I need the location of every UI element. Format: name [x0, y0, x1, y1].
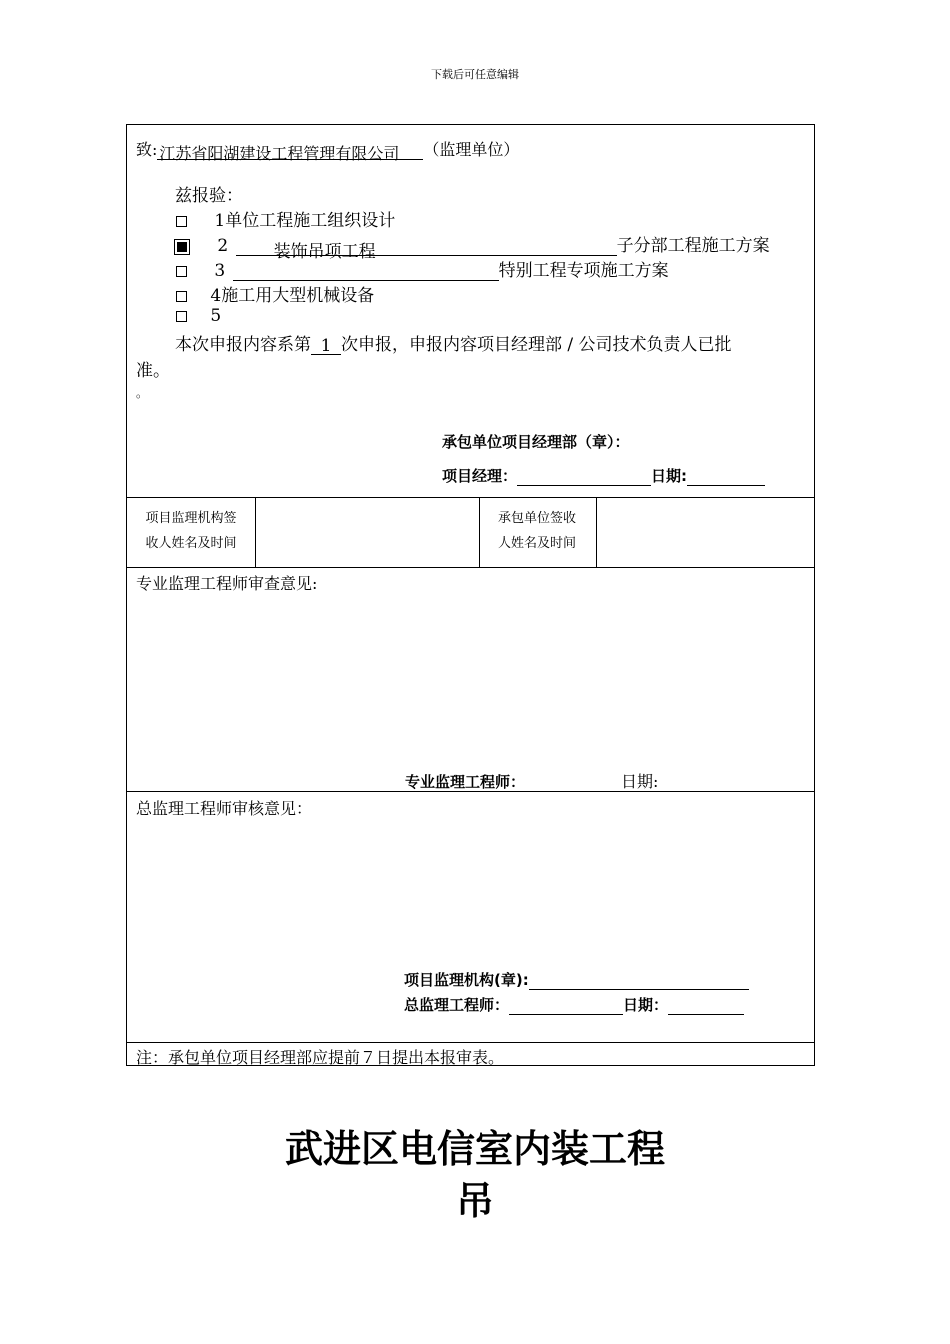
item-2: 2 装饰吊项工程 子分部工程施工方案 [174, 231, 770, 256]
page-title-line-2: 吊 [455, 1179, 494, 1223]
row-divider [127, 567, 814, 568]
chief-review-field[interactable] [136, 820, 806, 960]
receipt-supervisor-label: 项目监理机构签 收人姓名及时间 [145, 511, 237, 551]
header-note: 下载后可任意编辑 [431, 68, 519, 81]
chief-review-label: 总监理工程师审核意见： [136, 799, 313, 818]
checkbox-item-1[interactable] [176, 216, 187, 227]
item-4: 4施工用大型机械设备 [176, 281, 374, 306]
to-suffix: （监理单位） [423, 140, 520, 159]
intro-label: 兹报验： [175, 186, 243, 206]
declaration-line-1: 本次申报内容系第 1 次申报，申报内容项目经理部 / 公司技术负责人已批 [175, 335, 732, 356]
checkbox-item-4[interactable] [176, 291, 187, 302]
page-title-line-1: 武进区电信室内装工程 [284, 1127, 665, 1171]
chief-date-field[interactable] [668, 996, 744, 1015]
checkbox-item-5[interactable] [176, 311, 187, 322]
to-line: 致: 江苏省阳湖建设工程管理有限公司 （监理单位） [136, 140, 520, 163]
agency-seal-field[interactable] [529, 971, 749, 990]
item-5: 5 [176, 306, 221, 326]
agency-seal-line: 项目监理机构(章): [404, 969, 749, 990]
item-1: 1单位工程施工组织设计 [176, 206, 395, 231]
declaration-line-2: 准。 [136, 361, 170, 381]
engineer-review-label: 专业监理工程师审查意见: [136, 574, 318, 593]
item-3-blank [233, 262, 499, 281]
pm-date-field[interactable] [687, 467, 765, 486]
engineer-signature-field[interactable] [525, 773, 621, 792]
item-2-blank: 装饰吊项工程 [236, 237, 617, 256]
engineer-date-field[interactable] [658, 773, 734, 792]
checkbox-item-2-checked[interactable] [174, 239, 190, 255]
declaration-count: 1 [311, 336, 341, 355]
chief-signature-line: 总监理工程师： 日期： [404, 994, 744, 1015]
engineer-signature-line: 专业监理工程师： 日期: [405, 769, 734, 792]
receipt-contractor-field[interactable] [596, 497, 814, 567]
contractor-seal-label: 承包单位项目经理部（章）： [442, 433, 630, 451]
receipt-supervisor-field[interactable] [256, 497, 478, 567]
checkbox-item-3[interactable] [176, 266, 187, 277]
stray-mark: 。 [136, 386, 149, 400]
to-org: 江苏省阳湖建设工程管理有限公司 [157, 141, 423, 160]
pm-signature-line: 项目经理： 日期: [442, 465, 765, 486]
engineer-review-field[interactable] [136, 595, 806, 755]
footer-note: 注：承包单位项目经理部应提前７日提出本报审表。 [136, 1048, 505, 1067]
receipt-contractor-label: 承包单位签收 人姓名及时间 [497, 511, 576, 551]
item-3: 3 特别工程专项施工方案 [176, 256, 669, 281]
chief-signature-field[interactable] [509, 996, 623, 1015]
pm-signature-field[interactable] [517, 467, 651, 486]
to-prefix: 致 [136, 140, 153, 159]
row-divider [127, 1042, 814, 1043]
